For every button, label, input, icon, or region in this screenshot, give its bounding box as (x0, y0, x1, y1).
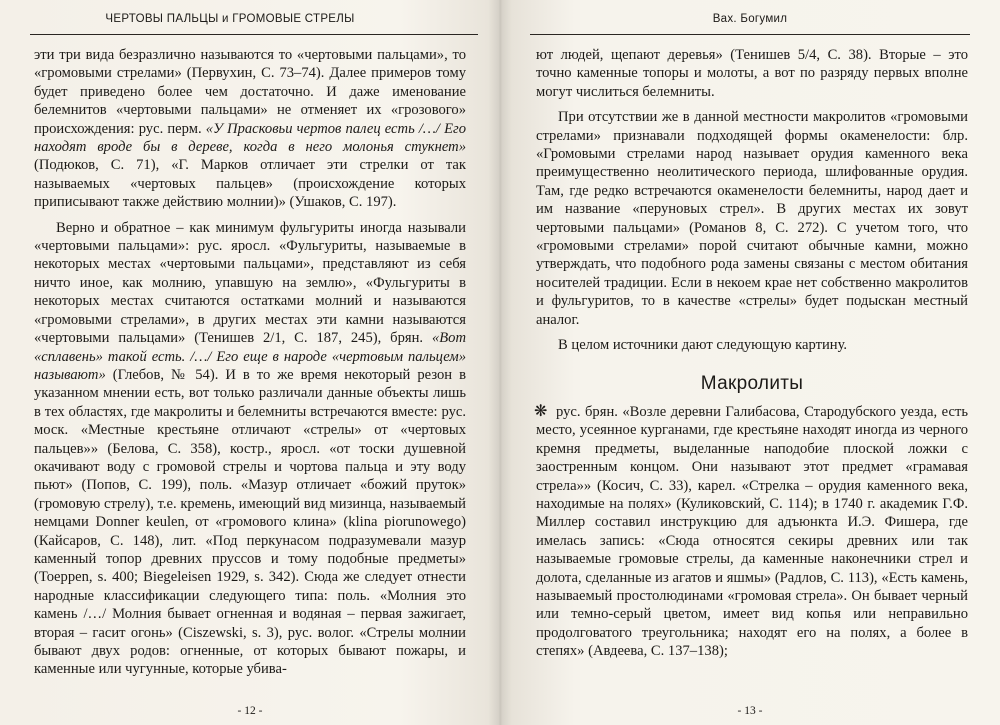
page-number-right: - 13 - (737, 705, 763, 717)
left-page-body (34, 46, 466, 679)
page-number-left: - 12 - (237, 705, 263, 717)
right-paragraph-1: ют людей, щепают деревья» (Тенишев 5/4, С. 38). Вторые – это точно каменные топоры и молоты, а вот по разряду первых вполне могут числиться белемниты. (536, 47, 968, 100)
left-paragraph-2: Верно и обратное – как минимум фульгуриты иногда называли «чертовыми пальцами»: рус. яросл. «Фульгуриты, называемые в некоторых местах «чертовыми пальцами», представляют из себя ничто иное, как молнию, упавшую на землю», «Фульгуриты в некоторых местах считаются остатками молний и называются «громовыми стрелами», в других местах эти камни называются «чертовыми пальцами» (Тенишев 2/1, С. 187, 245), брян. «Вот «сплавень» такой есть. /…/ Его еще в народе «чертовым пальцем» называют» (Глебов, № 54). И в то же время некоторый резон в указанном мнении есть, вот только различали данные объекты лишь в тех областях, где макролиты и белемниты встречаются вместе: рус. моск. «Местные крестьяне отличают «стрелы» от «чертовых пальцев»» (Белова, С. 358), костр., яросл. «от тоски душевной окачивают воду с громовой стрелы и чортова пальца и эту воду пьют» (Попов, С. 199), поль. «Мазур отличает «божий пруток» (громовую стрелу), т.е. кремень, имеющий вид мизинца, называемый немцами Donner keulen, от «громового клина» (klina piorunowego) (Кайсаров, С. 148), лит. «Под перкунасом подразумевали мазур каменный топор древних пруссов и тому подобные предметы» (Toeppen, s. 400; Biegeleisen 1929, s. 342). Сюда же следует отнести народные классификации следующего типа: поль. «Молния это камень /…/ Молния бывает огненная и водяная – первая зажигает, вторая – гасит огонь» (Ciszewski, s. 3), рус. волог. «Стрелы молнии бывают двух родов: огненные, от которых бывают пожары, и каменные или чугунные, которые убива- (34, 219, 466, 678)
right-paragraph-2: При отсутствии же в данной местности макролитов «громовыми стрелами» признавали подходящей формы окаменелости: блр. «Громовыми стрелами народ называет орудия каменного века преимущественно неолитического периода, шлифованные орудия. Там, где редко встречаются окаменелости белемниты, народ дает и им название «перуновых стрел». В других местах их зовут чертовыми пальцами» (Романов 8, С. 272). С учетом того, что «громовыми стрелами» порой считают обычные камни, можно утверждать, что подобного рода замены связаны с местом обитания носителей традиции. Если в некоем крае нет собственно макролитов и фульгуритов, то в качестве «стрелы» будет подыскан местный аналог. (536, 109, 968, 328)
section-title-macroliths: Макролиты (700, 372, 804, 394)
header-rule-left (30, 34, 478, 35)
right-page (500, 0, 1000, 725)
right-paragraph-4: ❋ рус. брян. «Возле деревни Галибасова, Стародубского уезда, есть место, усеянное курганами, где крестьяне находят иногда из черного кремня предметы, выделанные наподобие плоской ложки с заостренным концом. Они называют этот предмет «грамавая стрела»» (Косич, С. 33), карел. «Стрелка – орудия каменного века, находимые на полях» (Куликовский, С. 114); в 1740 г. академик Г.Ф. Миллер составил инструкцию для адъюнкта И.Э. Фишера, где имелась запись: «Сюда относятся секиры древних или так называемые громовые стрелы, да каменные наконечники стрел и долота, сделанные из агатов и яшмы» (Радлов, С. 113), «Есть камень, называемый простолюдинами «громовая стрела». Он бывает черный или темно-серый цветом, имеет вид копья или неправильно продолговатого треугольника; находят его на полях, а более в степях» (Авдеева, С. 137–138); (534, 402, 968, 660)
right-page-body (536, 46, 968, 661)
running-header-right: Вах. Богумил (712, 13, 788, 25)
asterisk-bullet-icon: ❋ (534, 402, 548, 420)
header-rule-right (530, 34, 970, 35)
right-paragraph-3: В целом источники дают следующую картину. (558, 337, 848, 354)
left-paragraph-1: эти три вида безразлично называются то «чертовыми пальцами», то «громовыми стрелами» (Первухин, С. 73–74). Далее примеров тому будет приведено более чем достаточно. И даже именование белемнитов «чертовыми пальцами» не отменяет их «грозового» происхождения: рус. перм. «У Прасковьи чертов палец есть /…/ Его находят вроде бы в дереве, когда в него молонья стукнет» (Подюков, С. 71), «Г. Марков отличает эти стрелки от так называемых «чертовых пальцев» (происхождение которых приписывают также действию молнии)» (Ушаков, С. 197). (34, 47, 467, 211)
running-header-left: ЧЕРТОВЫ ПАЛЬЦЫ и ГРОМОВЫЕ СТРЕЛЫ (105, 13, 355, 25)
